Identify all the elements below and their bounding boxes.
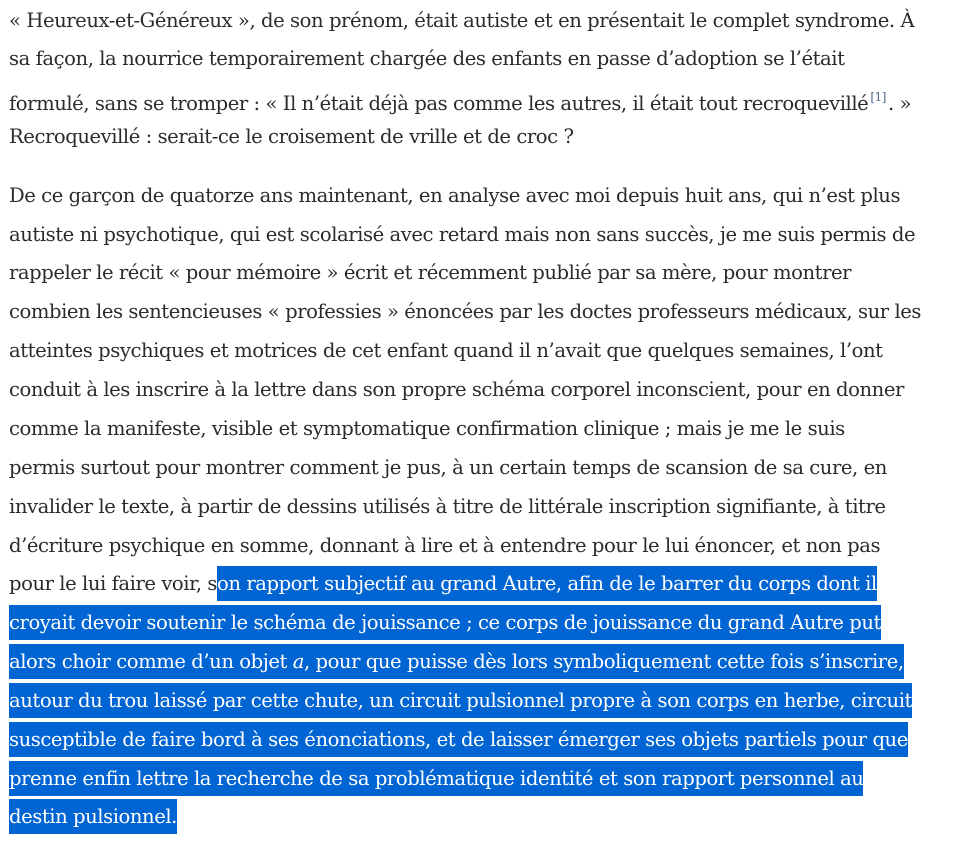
selected-text[interactable]: susceptible de faire bord à ses énonciations, et de laisser émerger ses objets partiels pour que <box>9 722 908 757</box>
text-run: . » <box>887 92 912 115</box>
text-line: rappeler le récit « pour mémoire » écrit et récemment publié par sa mère, pour montrer <box>9 261 852 284</box>
text-line <box>9 720 908 759</box>
text-line: sa façon, la nourrice temporairement chargée des enfants en passe d’adoption se l’était <box>9 47 845 70</box>
text-line: combien les sentencieuses « professies » énoncées par les doctes professeurs médicaux, sur les <box>9 300 922 323</box>
selected-text[interactable]: autour du trou laissé par cette chute, un circuit pulsionnel propre à son corps en herbe, circuit <box>9 683 912 718</box>
text-line: atteintes psychiques et motrices de cet enfant quand il n’avait que quelques semaines, l’ont <box>9 339 883 362</box>
text-run: pour le lui faire voir, s <box>9 572 218 595</box>
text-line <box>9 564 877 603</box>
text-line: Recroquevillé : serait-ce le croisement de vrille et de croc ? <box>9 125 574 148</box>
text-line <box>9 603 881 642</box>
text-run: alors choir comme d’un objet <box>9 650 293 673</box>
text-run: , pour que puisse dès lors symboliquement cette fois s’inscrire, <box>303 650 904 673</box>
selected-text[interactable]: prenne enfin lettre la recherche de sa problématique identité et son rapport personnel au <box>9 761 863 796</box>
text-run: formulé, sans se tromper : « Il n’était déjà pas comme les autres, il était tout recroquevillé <box>9 92 869 115</box>
text-line: conduit à les inscrire à la lettre dans son propre schéma corporel inconscient, pour en donner <box>9 378 904 401</box>
text-line: comme la manifeste, visible et symptomatique confirmation clinique ; mais je me le suis <box>9 417 845 440</box>
italic-object-a: a <box>292 650 304 673</box>
selected-text[interactable]: croyait devoir soutenir le schéma de jouissance ; ce corps de jouissance du grand Autre put <box>9 605 881 640</box>
text-line <box>9 797 177 836</box>
selected-text[interactable]: on rapport subjectif au grand Autre, afin de le barrer du corps dont il <box>217 566 877 601</box>
footnote-reference-link[interactable]: [1] <box>870 90 886 104</box>
text-line: De ce garçon de quatorze ans maintenant, en analyse avec moi depuis huit ans, qui n’est plus <box>9 184 901 207</box>
text-line <box>9 681 912 720</box>
text-line <box>9 759 863 798</box>
selected-text[interactable]: destin pulsionnel. <box>9 799 177 834</box>
text-line: permis surtout pour montrer comment je pus, à un certain temps de scansion de sa cure, en <box>9 456 887 479</box>
text-line: « Heureux-et-Généreux », de son prénom, était autiste et en présentait le complet syndrome. À <box>9 9 915 32</box>
text-line <box>9 642 904 681</box>
text-line: autiste ni psychotique, qui est scolarisé avec retard mais non sans succès, je me suis permis de <box>9 223 916 246</box>
selected-text[interactable] <box>9 644 904 679</box>
text-line <box>9 78 911 117</box>
text-line: d’écriture psychique en somme, donnant à lire et à entendre pour le lui énoncer, et non pas <box>9 534 881 557</box>
text-line: invalider le texte, à partir de dessins utilisés à titre de littérale inscription signifiante, à titre <box>9 495 886 518</box>
